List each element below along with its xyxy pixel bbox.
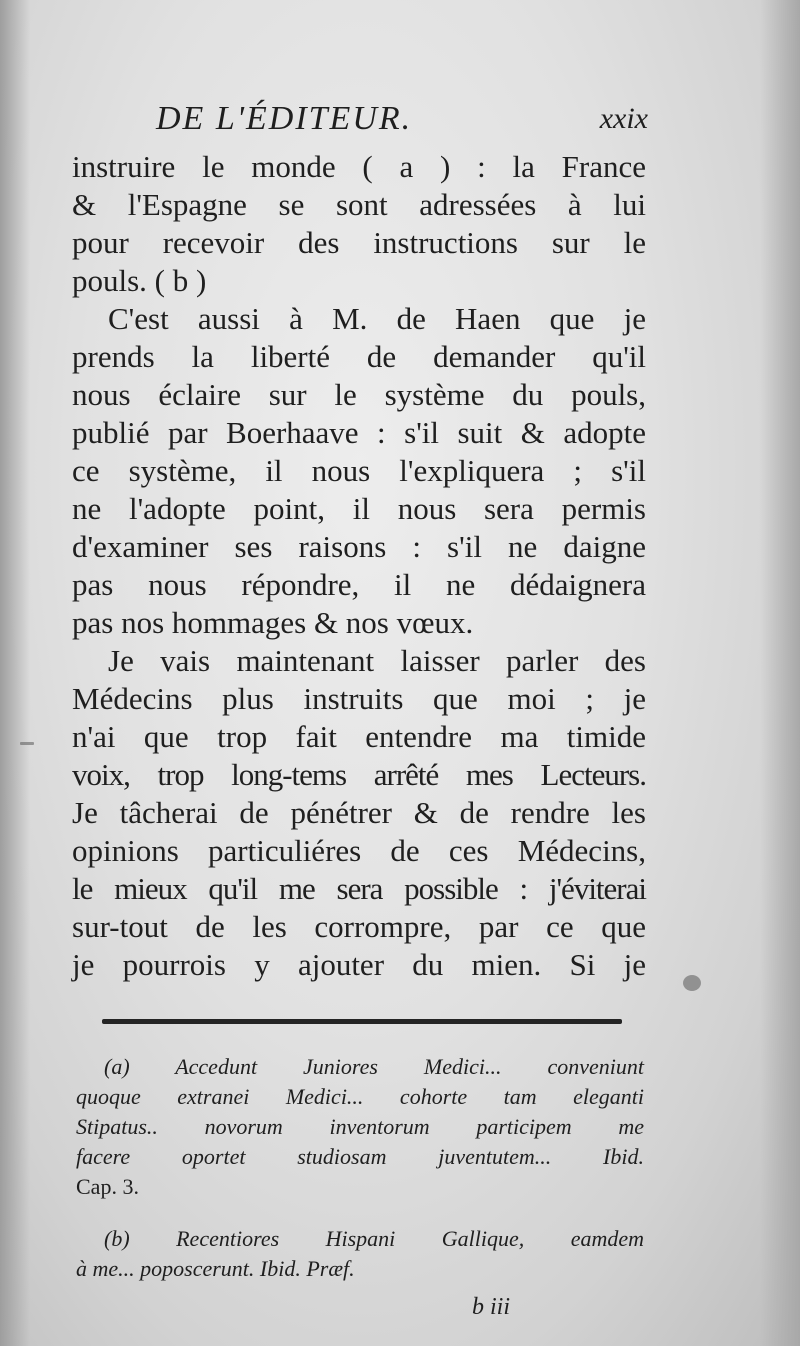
- text-line: pas nos hommages & nos vœux.: [72, 605, 474, 640]
- main-text: [72, 148, 646, 984]
- footnote-a-line: facere oportet studiosam juventutem... Ibid.: [76, 1144, 644, 1169]
- running-title: DE L'ÉDITEUR.: [156, 100, 413, 137]
- text-line: ne l'adopte point, il nous sera permis: [72, 491, 646, 526]
- text-line: le mieux qu'il me sera possible : j'éviterai: [72, 871, 646, 906]
- margin-mark: [20, 742, 34, 745]
- paragraph-start-line: C'est aussi à M. de Haen que je: [108, 301, 646, 336]
- footnote-b-line: (b) Recentiores Hispani Gallique, eamdem: [104, 1226, 644, 1251]
- footnote-a-line: Stipatus.. novorum inventorum participem me: [76, 1114, 644, 1139]
- text-line: voix, trop long-tems arrêté mes Lecteurs.: [72, 757, 646, 792]
- text-line: n'ai que trop fait entendre ma timide: [72, 719, 646, 754]
- text-line: prends la liberté de demander qu'il: [72, 339, 646, 374]
- signature-mark: b iii: [472, 1294, 511, 1320]
- footnote-a-line: quoque extranei Medici... cohorte tam eleganti: [76, 1084, 644, 1109]
- paragraph-start-line: Je vais maintenant laisser parler des: [108, 643, 646, 678]
- page-number: xxix: [599, 102, 648, 135]
- ink-stain: [683, 975, 701, 991]
- text-line: Je tâcherai de pénétrer & de rendre les: [72, 795, 646, 830]
- text-line: publié par Boerhaave : s'il suit & adopte: [72, 415, 646, 450]
- page-edge-shadow: [760, 0, 800, 1346]
- text-line: pour recevoir des instructions sur le: [72, 225, 646, 260]
- text-line: instruire le monde ( a ) : la France: [72, 149, 646, 184]
- text-line: pas nous répondre, il ne dédaignera: [72, 567, 646, 602]
- text-line: d'examiner ses raisons : s'il ne daigne: [72, 529, 646, 564]
- page-gutter-shadow: [0, 0, 30, 1346]
- footnote-a-line: (a) Accedunt Juniores Medici... conveniunt: [104, 1054, 644, 1079]
- text-line: ce système, il nous l'expliquera ; s'il: [72, 453, 646, 488]
- footnotes: [76, 1052, 644, 1284]
- text-line: & l'Espagne se sont adressées à lui: [72, 187, 646, 222]
- footnote-b-line: à me... poposcerunt. Ibid. Præf.: [76, 1256, 355, 1281]
- text-line: nous éclaire sur le système du pouls,: [72, 377, 646, 412]
- text-line: je pourrois y ajouter du mien. Si je: [72, 947, 646, 982]
- footnote-a-line: Cap. 3.: [76, 1174, 139, 1199]
- text-line: Médecins plus instruits que moi ; je: [72, 681, 646, 716]
- text-line: opinions particuliéres de ces Médecins,: [72, 833, 646, 868]
- page-header: [150, 100, 650, 146]
- footnote-gap: [76, 1202, 644, 1224]
- text-line: pouls. ( b ): [72, 263, 207, 298]
- text-line: sur-tout de les corrompre, par ce que: [72, 909, 646, 944]
- footnote-rule: [102, 1019, 622, 1024]
